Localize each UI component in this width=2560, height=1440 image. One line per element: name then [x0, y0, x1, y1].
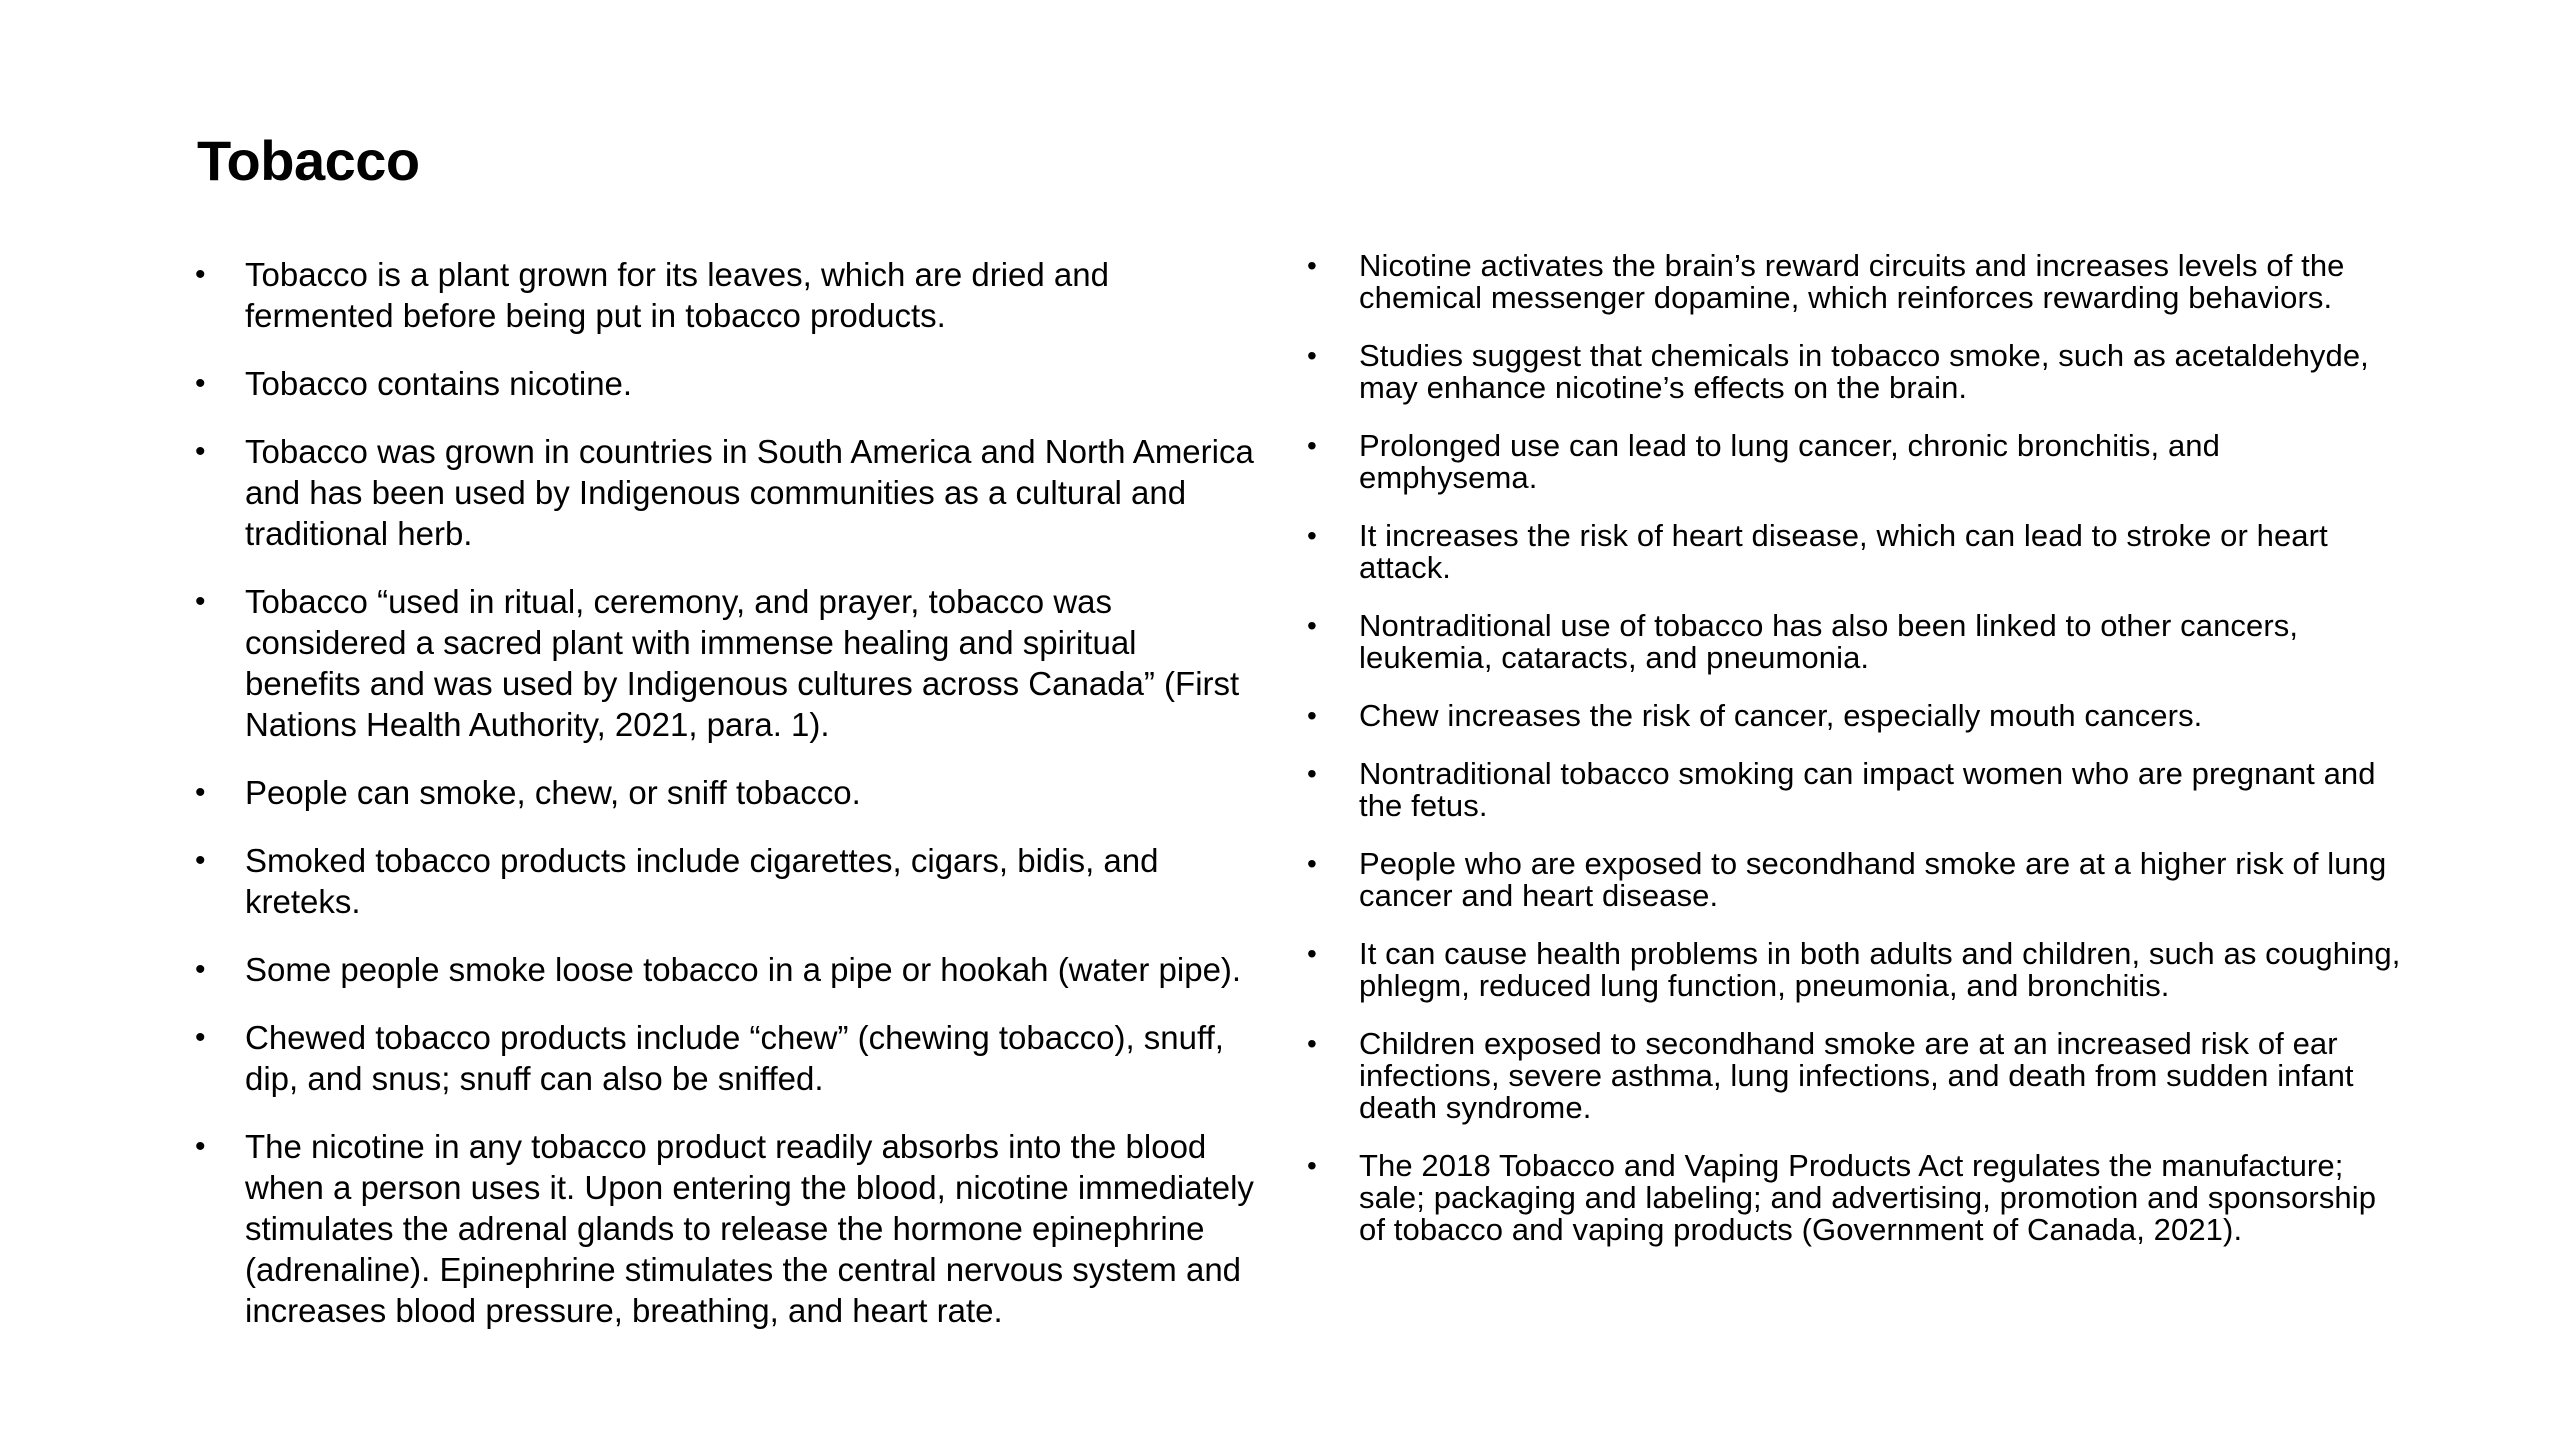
bullet-text: It increases the risk of heart disease, which can lead to stroke or heart attack.: [1359, 518, 2328, 585]
list-item: [195, 254, 1255, 336]
list-item: [1307, 520, 2402, 584]
list-item: [195, 840, 1255, 922]
bullet-text: Tobacco is a plant grown for its leaves, which are dried and fermented before being put in tobacco products.: [245, 256, 1109, 334]
bullet-icon: •: [195, 953, 206, 986]
list-item: [195, 1017, 1255, 1099]
bullet-text: Studies suggest that chemicals in tobacco smoke, such as acetaldehyde, may enhance nicotine’s effects on the brain.: [1359, 338, 2369, 405]
bullet-text: Prolonged use can lead to lung cancer, chronic bronchitis, and emphysema.: [1359, 428, 2220, 495]
list-item: [1307, 758, 2402, 822]
bullet-text: Chewed tobacco products include “chew” (chewing tobacco), snuff, dip, and snus; snuff can also be sniffed.: [245, 1019, 1224, 1097]
bullet-text: Tobacco “used in ritual, ceremony, and prayer, tobacco was considered a sacred plant with immense healing and spiritual benefits and was used by Indigenous cultures across Canada” (First Nations Health Authority, 2021, para. 1).: [245, 583, 1240, 743]
bullet-text: Tobacco contains nicotine.: [245, 365, 633, 402]
bullet-text: Children exposed to secondhand smoke are at an increased risk of ear infections, severe asthma, lung infections, and death from sudden infant death syndrome.: [1359, 1026, 2354, 1125]
bullet-icon: •: [195, 844, 206, 877]
bullet-icon: •: [195, 1130, 206, 1163]
bullet-icon: •: [1307, 340, 1317, 371]
list-item: [195, 949, 1255, 990]
list-item: [1307, 938, 2402, 1002]
bullet-icon: •: [1307, 848, 1317, 879]
bullet-icon: •: [1307, 250, 1317, 281]
list-item: [1307, 430, 2402, 494]
right-bullet-list: [1307, 250, 2402, 1272]
bullet-icon: •: [195, 776, 206, 809]
bullet-text: Chew increases the risk of cancer, especially mouth cancers.: [1359, 698, 2203, 733]
list-item: [1307, 340, 2402, 404]
bullet-icon: •: [195, 258, 206, 291]
bullet-icon: •: [1307, 1028, 1317, 1059]
bullet-text: Tobacco was grown in countries in South America and North America and has been used by Indigenous communities as a cultural and traditional herb.: [245, 433, 1254, 552]
list-item: [1307, 250, 2402, 314]
left-bullet-list: [195, 254, 1255, 1358]
bullet-text: Nicotine activates the brain’s reward circuits and increases levels of the chemical messenger dopamine, which reinforces rewarding behaviors.: [1359, 248, 2345, 315]
bullet-icon: •: [1307, 610, 1317, 641]
list-item: [1307, 848, 2402, 912]
bullet-text: People who are exposed to secondhand smoke are at a higher risk of lung cancer and heart disease.: [1359, 846, 2387, 913]
bullet-icon: •: [1307, 520, 1317, 551]
list-item: [1307, 610, 2402, 674]
list-item: [195, 1126, 1255, 1331]
bullet-text: The 2018 Tobacco and Vaping Products Act regulates the manufacture; sale; packaging and labeling; and advertising, promotion and sponsorship of tobacco and vaping products (Government of Canada, 2021).: [1359, 1148, 2377, 1247]
list-item: [195, 772, 1255, 813]
bullet-text: Nontraditional tobacco smoking can impact women who are pregnant and the fetus.: [1359, 756, 2376, 823]
bullet-text: Nontraditional use of tobacco has also been linked to other cancers, leukemia, cataracts, and pneumonia.: [1359, 608, 2299, 675]
bullet-text: Smoked tobacco products include cigarettes, cigars, bidis, and kreteks.: [245, 842, 1159, 920]
list-item: [1307, 1028, 2402, 1124]
bullet-icon: •: [1307, 938, 1317, 969]
list-item: [1307, 700, 2402, 732]
bullet-icon: •: [195, 585, 206, 618]
bullet-icon: •: [195, 435, 206, 468]
bullet-icon: •: [195, 1021, 206, 1054]
bullet-text: It can cause health problems in both adults and children, such as coughing, phlegm, reduced lung function, pneumonia, and bronchitis.: [1359, 936, 2401, 1003]
bullet-text: Some people smoke loose tobacco in a pipe or hookah (water pipe).: [245, 951, 1242, 988]
bullet-icon: •: [195, 367, 206, 400]
bullet-icon: •: [1307, 1150, 1317, 1181]
list-item: [195, 431, 1255, 554]
bullet-icon: •: [1307, 430, 1317, 461]
slide-title: Tobacco: [197, 129, 420, 192]
bullet-text: The nicotine in any tobacco product readily absorbs into the blood when a person uses it. Upon entering the blood, nicotine immediately stimulates the adrenal glands to release the hormone epinephrine (adrenaline). Epinephrine stimulates the central nervous system and increases blood pressure, breathing, and heart rate.: [245, 1128, 1254, 1329]
bullet-text: People can smoke, chew, or sniff tobacco.: [245, 774, 861, 811]
bullet-icon: •: [1307, 758, 1317, 789]
list-item: [1307, 1150, 2402, 1246]
list-item: [195, 363, 1255, 404]
list-item: [195, 581, 1255, 745]
bullet-icon: •: [1307, 700, 1317, 731]
